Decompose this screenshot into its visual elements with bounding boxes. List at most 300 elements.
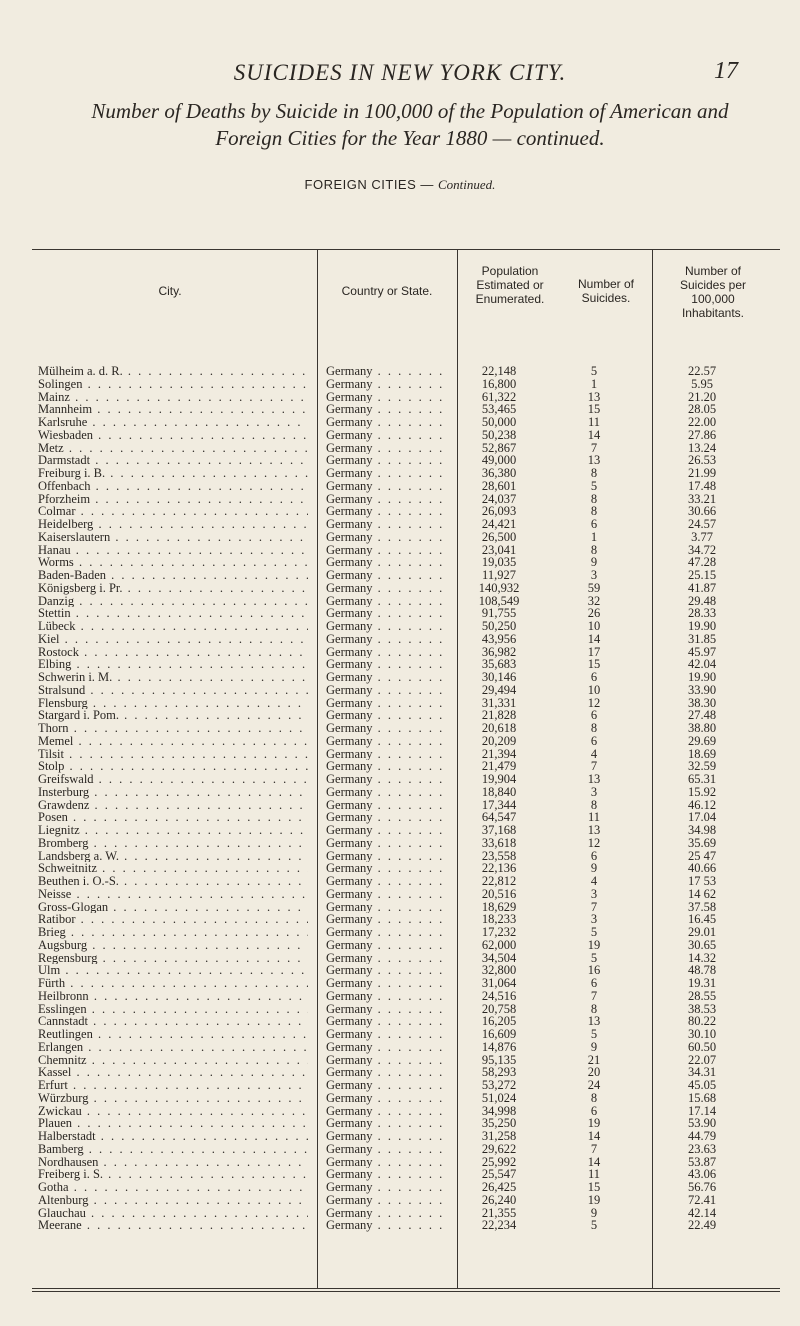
population-cell: 16,205 [481,1014,517,1029]
suicides-cell: 20 [587,1065,601,1080]
table-row [0,1054,800,1067]
rate-cell: 48.78 [687,963,717,978]
population-cell: 20,516 [481,886,517,901]
table-row [0,799,800,812]
rate-cell: 13.24 [687,440,717,455]
population-cell: 29,622 [481,1141,517,1156]
section-note: Continued. [438,177,496,192]
rate-cell: 45.97 [687,644,717,659]
suicides-cell: 3 [590,886,598,901]
rate-cell: 44.79 [687,1129,717,1143]
population-cell: 29,494 [481,682,517,697]
table-row [0,888,800,901]
country-cell: Germany . . . [326,671,446,684]
rate-cell: 19.90 [687,670,717,684]
country-cell: Germany . . . [326,913,446,926]
population-cell: 22,234 [481,1218,517,1233]
table-row [0,646,800,659]
suicides-cell: 8 [590,721,598,735]
table-title: Number of Deaths by Suicide in 100,000 of the Population of American and Foreign Cities for the Year 1880 — continued. [91,99,729,150]
suicides-cell: 8 [590,504,598,519]
country-cell: Germany . . . [326,646,446,659]
city-cell: Brieg . . . [38,926,308,939]
suicides-cell: 13 [587,772,601,786]
population-cell: 30,146 [481,670,517,684]
suicides-cell: 8 [590,491,598,506]
country-cell: Germany . . . [326,1066,446,1079]
header-country: Country or State. [341,284,433,298]
population-cell: 21,355 [481,1205,517,1220]
table-row [0,1130,800,1143]
suicides-cell: 7 [590,1141,598,1156]
table-row [0,1079,800,1092]
table-row [0,569,800,582]
table-row [0,875,800,888]
rate-cell: 46.12 [687,797,717,812]
city-cell: Schwerin i. M. . . . [38,671,308,684]
city-cell: Zwickau . . . [38,1105,308,1118]
table-row [0,1194,800,1207]
suicides-cell: 1 [590,376,598,391]
rate-cell: 45.05 [687,1078,717,1092]
country-cell: Germany . . . [326,378,446,391]
country-cell: Germany . . . [326,1181,446,1194]
country-cell: Germany . . . [326,633,446,646]
suicides-cell: 4 [590,874,598,888]
rate-cell: 65.31 [687,772,717,786]
rate-cell: 23.63 [687,1141,717,1156]
country-cell: Germany . . . [326,1041,446,1054]
suicides-cell: 10 [587,682,601,697]
population-cell: 21,828 [481,708,517,723]
country-cell: Germany . . . [326,1194,446,1207]
population-cell: 31,331 [481,695,517,710]
header-suicides: Number of Suicides. [577,277,635,305]
country-cell: Germany . . . [326,607,446,620]
country-cell: Germany . . . [326,556,446,569]
table-row [0,480,800,493]
city-cell: Ratibor . . . [38,913,308,926]
suicides-cell: 5 [590,950,598,965]
suicides-cell: 19 [587,1116,601,1131]
population-cell: 50,238 [481,427,517,442]
suicides-cell: 7 [590,440,598,455]
city-cell: Hanau . . . [38,544,308,557]
rate-cell: 3.77 [691,529,713,544]
suicides-cell: 10 [587,619,601,633]
table-row [0,378,800,391]
country-cell: Germany . . . [326,952,446,965]
country-cell: Germany . . . [326,888,446,901]
rate-cell: 22.00 [687,415,717,429]
rate-cell: 30.10 [687,1027,717,1041]
suicides-cell: 7 [590,988,598,1003]
country-cell: Germany . . . [326,429,446,442]
rate-cell: 30.65 [687,937,717,952]
table-row [0,990,800,1003]
suicides-cell: 12 [587,695,601,710]
city-cell: Stettin . . . [38,607,308,620]
rate-cell: 19.90 [687,619,717,633]
suicides-cell: 13 [587,453,601,468]
city-cell: Metz . . . [38,442,308,455]
city-cell: Kiel . . . [38,633,308,646]
suicides-cell: 9 [590,555,598,570]
rate-cell: 30.66 [687,504,717,519]
city-cell: Kaiserslautern . . . [38,531,308,544]
suicides-cell: 3 [590,784,598,799]
country-cell: Germany . . . [326,862,446,875]
suicides-cell: 17 [587,644,601,659]
suicides-cell: 6 [590,708,598,723]
city-cell: Freiberg i. S. . . . [38,1168,308,1181]
table-row [0,429,800,442]
table-row [0,1028,800,1041]
table-row [0,1066,800,1079]
header-rate: Number of Suicides per 100,000 Inhabitants. [679,264,747,320]
population-cell: 21,394 [481,746,517,761]
suicides-cell: 6 [590,517,598,531]
country-cell: Germany . . . [326,1156,446,1169]
suicides-cell: 5 [590,1218,598,1233]
population-cell: 50,000 [481,415,517,429]
rate-cell: 33.90 [687,682,717,697]
rate-cell: 34.72 [687,542,717,557]
table-row [0,505,800,518]
rate-cell: 25 47 [687,848,717,863]
suicides-cell: 13 [587,1014,601,1029]
rate-cell: 28.55 [687,988,717,1003]
country-cell: Germany . . . [326,1079,446,1092]
population-cell: 26,500 [481,529,517,544]
suicides-cell: 8 [590,542,598,557]
city-cell: Mannheim . . . [38,403,308,416]
rate-cell: 28.05 [687,402,717,417]
country-cell: Germany . . . [326,697,446,710]
rate-cell: 80.22 [687,1014,717,1029]
population-cell: 22,148 [481,364,517,378]
city-cell: Danzig . . . [38,595,308,608]
suicides-cell: 15 [587,657,601,672]
country-cell: Germany . . . [326,480,446,493]
country-cell: Germany . . . [326,403,446,416]
population-cell: 58,293 [481,1065,517,1080]
city-cell: Freiburg i. B. . . . [38,467,308,480]
country-cell: Germany . . . [326,416,446,429]
city-cell: Tilsit . . . [38,748,308,761]
suicides-cell: 14 [587,427,601,442]
country-cell: Germany . . . [326,977,446,990]
city-cell: Würzburg . . . [38,1092,308,1105]
suicides-cell: 11 [587,810,601,825]
city-cell: Meerane . . . [38,1219,308,1232]
rate-cell: 15.68 [687,1090,717,1105]
table-row [0,964,800,977]
suicides-cell: 21 [587,1052,601,1067]
population-cell: 18,840 [481,784,517,799]
rate-cell: 21.99 [687,466,717,480]
city-cell: Memel . . . [38,735,308,748]
table-row [0,416,800,429]
table-row [0,760,800,773]
table-row [0,442,800,455]
table-row [0,913,800,926]
rate-cell: 26.53 [687,453,717,468]
population-cell: 26,240 [481,1192,517,1207]
suicides-cell: 8 [590,466,598,480]
table-row [0,862,800,875]
city-cell: Regensburg . . . [38,952,308,965]
city-cell: Pforzheim . . . [38,493,308,506]
header-city: City. [158,284,182,298]
population-cell: 62,000 [481,937,517,952]
bottom-rule [32,1288,780,1289]
rate-cell: 19.31 [687,976,717,990]
population-cell: 34,504 [481,950,517,965]
city-cell: Kassel . . . [38,1066,308,1079]
suicides-cell: 6 [590,848,598,863]
rate-cell: 28.33 [687,606,717,621]
city-cell: Mainz . . . [38,391,308,404]
table-row [0,582,800,595]
population-cell: 18,233 [481,912,517,927]
table-row [0,697,800,710]
city-cell: Landsberg a. W. . . . [38,850,308,863]
country-cell: Germany . . . [326,1054,446,1067]
population-cell: 35,683 [481,657,517,672]
rate-cell: 38.80 [687,721,717,735]
table-row [0,748,800,761]
population-cell: 20,209 [481,733,517,748]
country-cell: Germany . . . [326,531,446,544]
table-row [0,901,800,914]
table-row [0,1219,800,1232]
table-row [0,1168,800,1181]
rate-cell: 27.86 [687,427,717,442]
table-row [0,403,800,416]
country-cell: Germany . . . [326,837,446,850]
population-cell: 17,232 [481,925,517,939]
country-cell: Germany . . . [326,1092,446,1105]
rate-cell: 21.20 [687,389,717,404]
suicides-cell: 11 [587,415,601,429]
suicides-cell: 24 [587,1078,601,1092]
population-cell: 33,618 [481,835,517,850]
table-row [0,556,800,569]
rate-cell: 42.14 [687,1205,717,1220]
top-rule [32,249,780,250]
population-cell: 34,998 [481,1103,517,1118]
city-cell: Grawdenz . . . [38,799,308,812]
city-cell: Gross-Glogan . . . [38,901,308,914]
city-cell: Cannstadt . . . [38,1015,308,1028]
population-cell: 32,800 [481,963,517,978]
suicides-cell: 5 [590,925,598,939]
city-cell: Flensburg . . . [38,697,308,710]
rate-cell: 53.90 [687,1116,717,1131]
suicides-cell: 19 [587,1192,601,1207]
population-cell: 51,024 [481,1090,517,1105]
rate-cell: 22.07 [687,1052,717,1067]
running-head: SUICIDES IN NEW YORK CITY. [233,60,567,85]
rate-cell: 40.66 [687,861,717,876]
population-cell: 43,956 [481,631,517,646]
rate-cell: 29.69 [687,733,717,748]
city-cell: Schweitnitz . . . [38,862,308,875]
rate-cell: 47.28 [687,555,717,570]
country-cell: Germany . . . [326,544,446,557]
city-cell: Königsberg i. Pr. . . . [38,582,308,595]
rate-cell: 14 62 [687,886,717,901]
population-cell: 11,927 [482,568,516,582]
city-cell: Plauen . . . [38,1117,308,1130]
country-cell: Germany . . . [326,442,446,455]
country-cell: Germany . . . [326,467,446,480]
suicides-cell: 6 [590,670,598,684]
table-row [0,595,800,608]
table-row [0,786,800,799]
country-cell: Germany . . . [326,1105,446,1118]
suicides-cell: 6 [590,733,598,748]
table-row [0,365,800,378]
country-cell: Germany . . . [326,505,446,518]
country-cell: Germany . . . [326,735,446,748]
rate-cell: 37.58 [687,899,717,914]
country-cell: Germany . . . [326,760,446,773]
rate-cell: 41.87 [687,580,717,595]
rate-cell: 18.69 [687,746,717,761]
population-cell: 52,867 [481,440,517,455]
rate-cell: 31.85 [687,631,717,646]
city-cell: Liegnitz . . . [38,824,308,837]
country-cell: Germany . . . [326,658,446,671]
city-cell: Rostock . . . [38,646,308,659]
population-cell: 22,136 [481,861,517,876]
population-cell: 108,549 [478,593,520,608]
city-cell: Erlangen . . . [38,1041,308,1054]
rate-cell: 34.31 [687,1065,717,1080]
suicides-cell: 14 [587,631,601,646]
city-cell: Stolp . . . [38,760,308,773]
city-cell: Posen . . . [38,811,308,824]
country-cell: Germany . . . [326,1028,446,1041]
rate-cell: 17.04 [687,810,717,825]
suicides-cell: 4 [590,746,598,761]
city-cell: Halberstadt . . . [38,1130,308,1143]
country-cell: Germany . . . [326,1143,446,1156]
suicides-cell: 59 [587,580,601,595]
population-cell: 19,904 [481,772,517,786]
country-cell: Germany . . . [326,684,446,697]
city-cell: Greifswald . . . [38,773,308,786]
suicides-cell: 7 [590,899,598,914]
population-cell: 31,064 [481,976,517,990]
population-cell: 25,547 [481,1167,517,1182]
country-cell: Germany . . . [326,901,446,914]
country-cell: Germany . . . [326,391,446,404]
city-cell: Wiesbaden . . . [38,429,308,442]
rate-cell: 25.15 [687,568,717,582]
country-cell: Germany . . . [326,709,446,722]
rate-cell: 43.06 [687,1167,717,1182]
table-row [0,467,800,480]
city-cell: Elbing . . . [38,658,308,671]
table-row [0,518,800,531]
header-population: Population Estimated or Enumerated. [475,264,545,306]
population-cell: 23,558 [481,848,517,863]
suicides-cell: 3 [590,912,598,927]
suicides-cell: 8 [590,1001,598,1016]
suicides-cell: 13 [587,389,601,404]
table-row [0,531,800,544]
city-cell: Beuthen i. O.-S. . . . [38,875,308,888]
city-cell: Offenbach . . . [38,480,308,493]
city-cell: Insterburg . . . [38,786,308,799]
country-cell: Germany . . . [326,824,446,837]
rate-cell: 60.50 [687,1039,717,1054]
city-cell: Altenburg . . . [38,1194,308,1207]
rate-cell: 56.76 [687,1180,717,1194]
rate-cell: 29.48 [687,593,717,608]
city-cell: Esslingen . . . [38,1003,308,1016]
rate-cell: 35.69 [687,835,717,850]
city-cell: Nordhausen . . . [38,1156,308,1169]
suicides-cell: 15 [587,402,601,417]
suicides-cell: 16 [587,963,601,978]
table-row [0,1117,800,1130]
city-cell: Stralsund . . . [38,684,308,697]
rate-cell: 38.53 [687,1001,717,1016]
table-row [0,1156,800,1169]
city-cell: Baden-Baden . . . [38,569,308,582]
population-cell: 64,547 [481,810,517,825]
rate-cell: 17.48 [687,478,717,493]
table-row [0,811,800,824]
section-heading [0,177,800,193]
city-cell: Glauchau . . . [38,1207,308,1220]
rate-cell: 32.59 [687,759,717,774]
city-cell: Gotha . . . [38,1181,308,1194]
population-cell: 31,258 [481,1129,517,1143]
population-cell: 22,812 [481,874,517,888]
rate-cell: 17 53 [687,874,717,888]
table-row [0,1143,800,1156]
rate-cell: 27.48 [687,708,717,723]
population-cell: 140,932 [478,580,520,595]
table-row [0,952,800,965]
table-row [0,850,800,863]
population-cell: 95,135 [481,1052,517,1067]
suicides-cell: 14 [587,1154,601,1169]
suicides-cell: 7 [590,759,598,774]
suicides-cell: 26 [587,606,601,621]
rate-cell: 15.92 [687,784,717,799]
table-row [0,607,800,620]
population-cell: 53,272 [481,1078,517,1092]
city-cell: Reutlingen . . . [38,1028,308,1041]
population-cell: 24,421 [481,517,517,531]
country-cell: Germany . . . [326,1207,446,1220]
suicides-cell: 8 [590,797,598,812]
suicides-cell: 11 [587,1167,601,1182]
table-row [0,1003,800,1016]
population-cell: 37,168 [481,823,517,837]
suicides-cell: 9 [590,1039,598,1054]
section-label: FOREIGN CITIES — [304,177,439,192]
country-cell: Germany . . . [326,811,446,824]
rate-cell: 16.45 [687,912,717,927]
rate-cell: 53.87 [687,1154,717,1169]
